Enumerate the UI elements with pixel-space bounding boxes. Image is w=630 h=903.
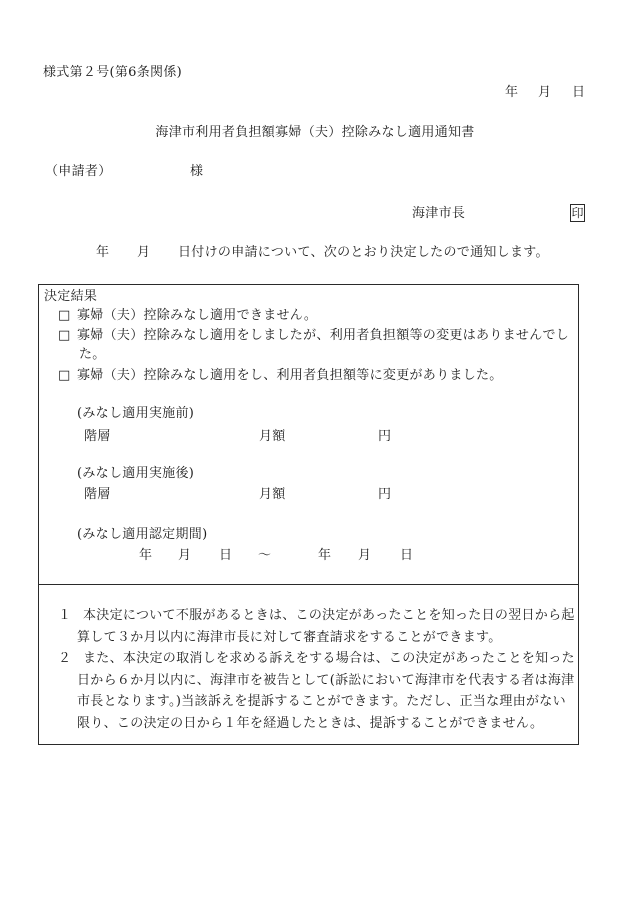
decision-result-box <box>38 284 579 745</box>
after-application-label: (みなし適用実施後) <box>77 466 195 481</box>
note-line: また、本決定の取消しを求める訴えをする場合は、この決定があったことを知った <box>83 651 575 666</box>
applicant-label: （申請者） <box>45 164 112 179</box>
option-text-line: 寡婦（夫）控除みなし適用をしましたが、利用者負担額等の変更はありませんでし <box>77 328 570 343</box>
form-number: 様式第２号(第6条関係) <box>43 65 183 80</box>
note-line: 本決定について不服があるときは、この決定があったことを知った日の翌日から起 <box>83 608 575 623</box>
decision-result-heading: 決定結果 <box>44 289 98 304</box>
yen-unit: 円 <box>378 487 392 502</box>
notice-text: 日付けの申請について、次のとおり決定したので通知します。 <box>178 245 549 260</box>
note-line: 市長となります。)当該訴えを提訴することができます。ただし、正当な理由がない <box>77 694 566 709</box>
issue-date-month-label: 月 <box>538 85 552 100</box>
note-line: 限り、この決定の日から１年を経過したときは、提訴することができません。 <box>77 715 544 731</box>
period-separator: ～ <box>258 548 272 563</box>
option-text-line: 寡婦（夫）控除みなし適用できません。 <box>77 308 318 323</box>
recognition-period-label: (みなし適用認定期間) <box>77 527 208 542</box>
note-number: １ <box>58 608 72 623</box>
issuer-name: 海津市長 <box>412 206 466 221</box>
option-text-line: た。 <box>79 347 106 362</box>
note-item <box>58 648 575 734</box>
issue-date-year-label: 年 <box>505 85 519 100</box>
period-start-year-label: 年 <box>139 548 153 563</box>
seal-stamp-box: 印 <box>571 206 584 220</box>
issue-date-day-label: 日 <box>572 85 586 100</box>
option-text <box>77 306 317 325</box>
option-text-line: 寡婦（夫）控除みなし適用をし、利用者負担額等に変更がありました。 <box>77 368 503 383</box>
note-number: ２ <box>58 651 72 666</box>
checkbox-icon: □ <box>58 328 71 343</box>
period-end-year-label: 年 <box>318 548 332 563</box>
checkbox-icon: □ <box>58 368 71 383</box>
period-start-day-label: 日 <box>219 548 233 563</box>
document-title: 海津市利用者負担額寡婦（夫）控除みなし適用通知書 <box>155 125 475 140</box>
level-label: 階層 <box>84 487 111 502</box>
section-divider <box>39 584 578 585</box>
option-text <box>77 326 569 364</box>
note-line: 日から６か月以内に、海津市を被告として(訴訟において海津市を代表する者は海津 <box>77 672 575 688</box>
period-end-day-label: 日 <box>400 548 414 563</box>
notice-month-label: 月 <box>137 245 151 260</box>
monthly-amount-label: 月額 <box>259 487 286 502</box>
monthly-amount-label: 月額 <box>259 429 286 444</box>
period-end-month-label: 月 <box>358 548 372 563</box>
period-start-month-label: 月 <box>178 548 192 563</box>
notice-year-label: 年 <box>96 245 110 260</box>
note-line: 算して３か月以内に海津市長に対して審査請求をすることができます。 <box>77 629 502 645</box>
level-label: 階層 <box>84 429 111 444</box>
checkbox-icon: □ <box>58 308 71 323</box>
option-text <box>77 366 503 385</box>
before-application-label: (みなし適用実施前) <box>77 406 195 421</box>
yen-unit: 円 <box>378 429 392 444</box>
honorific: 様 <box>190 164 204 179</box>
note-item <box>58 605 575 648</box>
